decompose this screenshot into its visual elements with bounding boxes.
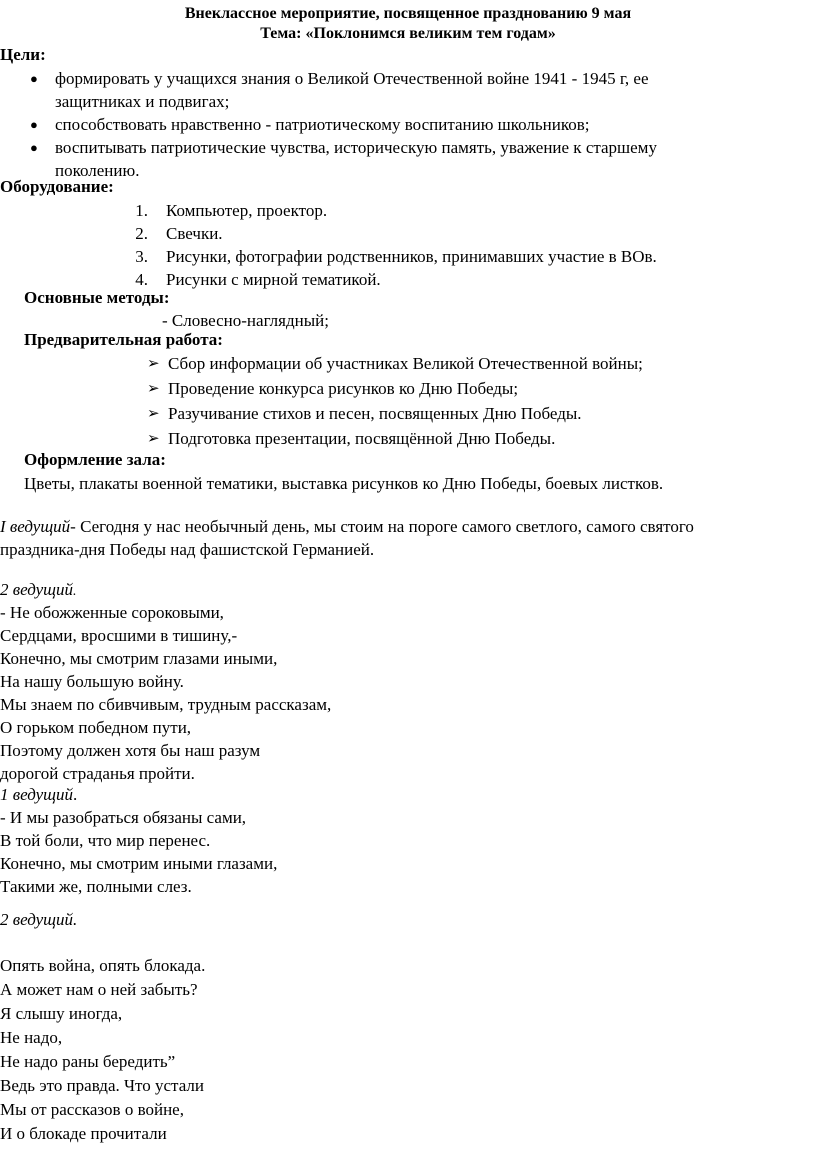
equipment-number: 4. (135, 270, 148, 289)
poem-1-line-2: Сердцами, вросшими в тишину,- (0, 626, 238, 645)
speaker-1-line1 (0, 515, 694, 538)
equipment-item-2: Свечки. (166, 224, 223, 243)
poem-3-line-2: А может нам о ней забыть? (0, 980, 198, 999)
prep-item-3: Разучивание стихов и песен, посвященных Дню Победы. (168, 404, 582, 423)
bullet-icon: ● (30, 117, 38, 132)
equipment-heading: Оборудование: (0, 177, 114, 196)
poem-3-line-6: Ведь это правда. Что устали (0, 1076, 204, 1095)
equipment-number: 1. (135, 201, 148, 220)
poem-2-line-4: Такими же, полными слез. (0, 877, 192, 896)
poem-1-line-5: Мы знаем по сбивчивым, трудным рассказам, (0, 695, 332, 714)
speaker-1-text-a: - Сегодня у нас необычный день, мы стоим на пороге самого светлого, самого святого (70, 517, 694, 536)
arrow-bullet-icon: ➢ (147, 381, 160, 397)
bullet-icon: ● (30, 140, 38, 155)
equipment-number: 3. (135, 247, 148, 266)
speaker-1-label: I ведущий (0, 517, 71, 536)
hall-text: Цветы, плакаты военной тематики, выставка рисунков ко Дню Победы, боевых листков. (24, 474, 664, 493)
goal-item-3-line1: воспитывать патриотические чувства, историческую память, уважение к старшему (55, 138, 657, 157)
goal-item-3-line2: поколению. (55, 161, 140, 180)
poem-2-line-1: - И мы разобраться обязаны сами, (0, 808, 247, 827)
speaker-1-line2: праздника-дня Победы над фашистской Германией. (0, 540, 375, 559)
hall-heading: Оформление зала: (24, 450, 166, 469)
methods-heading: Основные методы: (24, 288, 170, 307)
poem-1-line-6: О горьком победном пути, (0, 718, 192, 737)
poem-3-line-7: Мы от рассказов о войне, (0, 1100, 184, 1119)
speaker-2-dot: . (73, 584, 77, 599)
poem-1-line-8: дорогой страданья пройти. (0, 764, 195, 783)
equipment-item-1: Компьютер, проектор. (166, 201, 328, 220)
poem-1-line-7: Поэтому должен хотя бы наш разум (0, 741, 261, 760)
speaker-3-dot: . (73, 785, 78, 804)
document-title: Внеклассное мероприятие, посвященное празднованию 9 мая (184, 5, 632, 22)
prep-item-4: Подготовка презентации, посвящённой Дню Победы. (168, 429, 556, 448)
speaker-2-label: 2 ведущий (0, 580, 74, 599)
speaker-4-label: 2 ведущий. (0, 910, 78, 929)
goal-item-1-line2: защитниках и подвигах; (55, 92, 230, 111)
poem-3-line-4: Не надо, (0, 1028, 63, 1047)
prep-heading: Предварительная работа: (24, 330, 223, 349)
poem-1-line-1: - Не обожженные сороковыми, (0, 603, 224, 622)
speaker-3-heading (0, 783, 77, 806)
arrow-bullet-icon: ➢ (147, 406, 160, 422)
prep-item-1: Сбор информации об участниках Великой Отечественной войны; (168, 354, 643, 373)
prep-item-2: Проведение конкурса рисунков ко Дню Победы; (168, 379, 519, 398)
goal-item-1-line1: формировать у учащихся знания о Великой Отечественной войне 1941 - 1945 г, ее (55, 69, 649, 88)
speaker-3-label: 1 ведущий (0, 785, 74, 804)
poem-3-line-5: Не надо раны бередить” (0, 1052, 176, 1071)
equipment-item-4: Рисунки с мирной тематикой. (166, 270, 381, 289)
poem-2-line-3: Конечно, мы смотрим иными глазами, (0, 854, 278, 873)
arrow-bullet-icon: ➢ (147, 356, 160, 372)
bullet-icon: ● (30, 71, 38, 86)
equipment-number: 2. (135, 224, 148, 243)
goals-heading: Цели: (0, 45, 46, 64)
document-subtitle: Тема: «Поклонимся великим тем годам» (260, 25, 556, 42)
goal-item-2-line1: способствовать нравственно - патриотическому воспитанию школьников; (55, 115, 590, 134)
poem-3-line-3: Я слышу иногда, (0, 1004, 123, 1023)
speaker-2-heading (0, 578, 77, 603)
equipment-item-3: Рисунки, фотографии родственников, принимавших участие в ВОв. (166, 247, 657, 266)
poem-1-line-4: На нашу большую войну. (0, 672, 184, 691)
poem-3-line-1: Опять война, опять блокада. (0, 956, 206, 975)
poem-2-line-2: В той боли, что мир перенес. (0, 831, 211, 850)
methods-text: - Словесно-наглядный; (162, 311, 329, 330)
poem-3-line-8: И о блокаде прочитали (0, 1124, 167, 1143)
poem-1-line-3: Конечно, мы смотрим глазами иными, (0, 649, 278, 668)
arrow-bullet-icon: ➢ (147, 431, 160, 447)
